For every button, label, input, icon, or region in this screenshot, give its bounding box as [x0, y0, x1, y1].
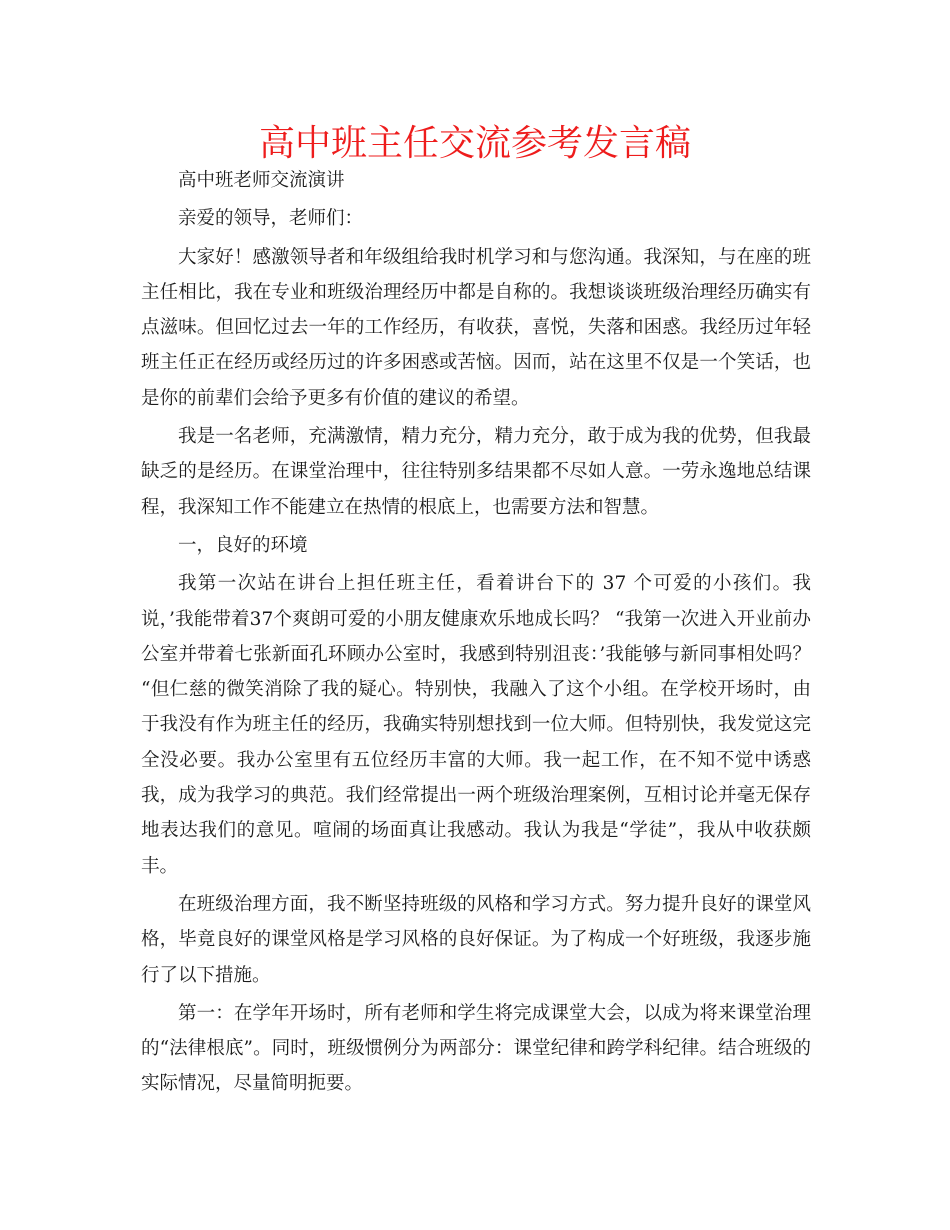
paragraph-subtitle: 高中班老师交流演讲 [178, 170, 345, 191]
document-title: 高中班主任交流参考发言稿 [258, 123, 691, 164]
document-body [141, 163, 811, 1105]
paragraph: 我第一次站在讲台上担任班主任，看着讲台下的 37 个可爱的小孩们。我说，’我能带着37个爽朗可爱的小朋友健康欢乐地成长吗？ “我第一次进入开业前办公室并带着七张新面孔环顾办公室时，我感到特别沮丧：’我能够与新同事相处吗？ “但仁慈的微笑消除了我的疑心。特别快，我融入了这个小组。在学校开场时，由于我没有作为班主任的经历，我确实特别想找到一位大师。但特别快，我发觉这完全没必要。我办公室里有五位经历丰富的大师。我一起工作，在不知不觉中诱惑我，成为我学习的典范。我们经常提出一两个班级治理案例，互相讨论并毫无保存地表达我们的意见。喧闹的场面真让我感动。我认为我是“学徒”，我从中收获颇丰。 [141, 573, 811, 877]
paragraph: 我是一名老师，充满激情，精力充分，精力充分，敢于成为我的优势，但我最缺乏的是经历。在课堂治理中，往往特别多结果都不尽如人意。一劳永逸地总结课程，我深知工作不能建立在热情的根底上，也需要方法和智慧。 [141, 426, 811, 518]
paragraph: 在班级治理方面，我不断坚持班级的风格和学习方式。努力提升良好的课堂风格，毕竟良好的课堂风格是学习风格的良好保证。为了构成一个好班级，我逐步施行了以下措施。 [141, 893, 811, 986]
section-heading: 一，良好的环境 [178, 534, 308, 556]
paragraph: 第一：在学年开场时，所有老师和学生将完成课堂大会，以成为将来课堂治理的“法律根底”。同时，班级惯例分为两部分：课堂纪律和跨学科纪律。结合班级的实际情况，尽量简明扼要。 [141, 1002, 811, 1095]
paragraph-salutation: 亲爱的领导，老师们： [178, 208, 364, 230]
paragraph: 大家好！感激领导者和年级组给我时机学习和与您沟通。我深知，与在座的班主任相比，我在专业和班级治理经历中都是自称的。我想谈谈班级治理经历确实有点滋味。但回忆过去一年的工作经历，有收获，喜悦，失落和困惑。我经历过年轻班主任正在经历或经历过的许多困惑或苦恼。因而，站在这里不仅是一个笑话，也是你的前辈们会给予更多有价值的建议的希望。 [141, 246, 811, 409]
